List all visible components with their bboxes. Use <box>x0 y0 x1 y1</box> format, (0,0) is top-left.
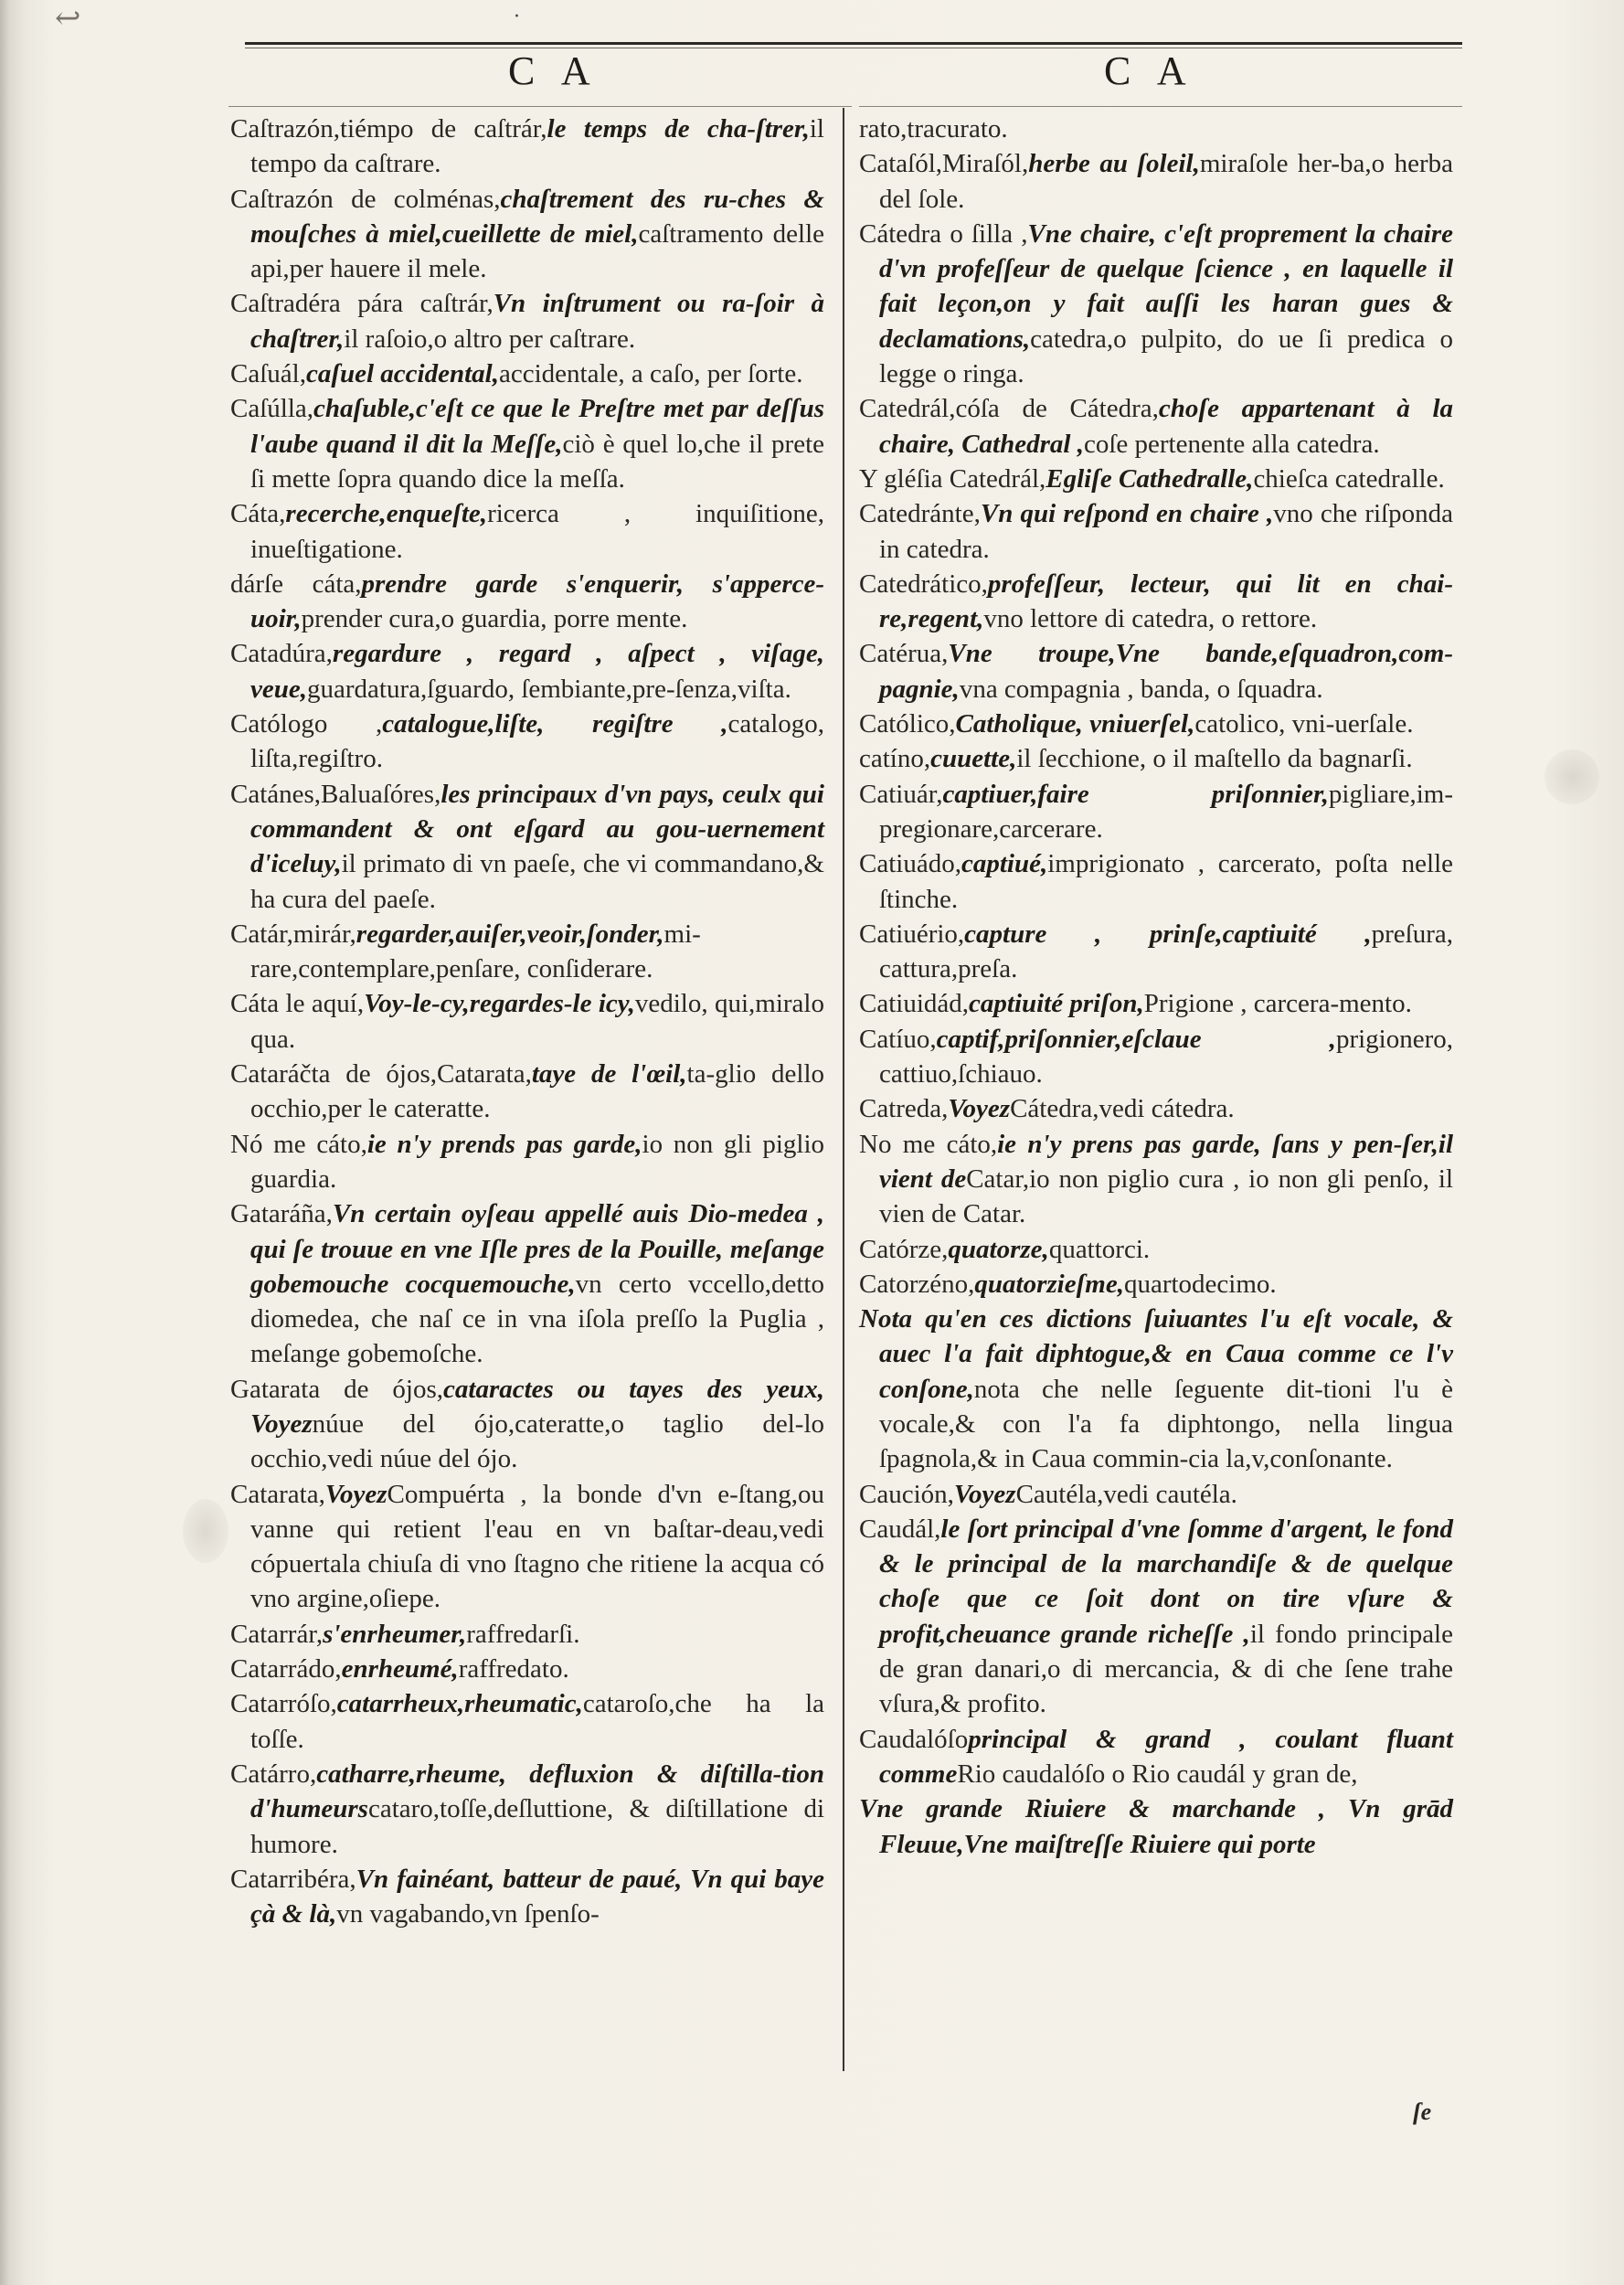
dictionary-entry <box>859 217 1453 391</box>
gloss-italian: il fondo principale de gran danari,o di mercancia, & di che ſene trahe vſura,& profito. <box>879 1619 1453 1719</box>
gloss-italian: Rio caudalóſo o Rio caudál y gran de, <box>957 1759 1358 1789</box>
dictionary-entry <box>859 1091 1453 1126</box>
gloss-french: catalogue,liſte, regiſtre , <box>382 709 728 739</box>
dictionary-entry <box>230 986 824 1057</box>
column-divider <box>843 108 844 2071</box>
gloss-french: enrheumé, <box>341 1654 459 1685</box>
headword-spanish: Catarrár, <box>230 1619 324 1649</box>
dictionary-entry <box>230 917 824 987</box>
gloss-french: Voyez <box>324 1479 387 1509</box>
dictionary-entry <box>230 1196 824 1371</box>
gloss-french: caſuel accidental, <box>305 359 499 389</box>
headword-spanish: Y gléſia Catedrál, <box>859 463 1046 494</box>
gloss-french: principal & grand , coulant fluant comme <box>879 1724 1453 1789</box>
dictionary-entry <box>230 356 824 391</box>
left-column <box>230 112 824 1931</box>
gloss-french: catharre,rheume, defluxion & diſtilla-tion d'humeurs <box>250 1759 824 1824</box>
gloss-italian: guardatura,ſguardo, ſembiante,pre-ſenza,viſta. <box>307 674 791 704</box>
gloss-french: les principaux d'vn pays, ceulx qui commandent & ont eſgard au gou-uernement d'iceluy, <box>250 779 824 879</box>
dictionary-entry <box>230 1686 824 1757</box>
dictionary-entry <box>230 567 824 637</box>
top-dot: · <box>514 5 520 28</box>
gloss-french: recerche,enqueſte, <box>285 499 488 529</box>
running-head-left: C A <box>508 48 600 93</box>
gloss-italian: imprigionato , carcerato, poſta nelle ſtinche. <box>879 849 1453 914</box>
gloss-french: Catholique, vniuerſel, <box>955 709 1195 739</box>
dictionary-entry <box>230 1372 824 1477</box>
headword-spanish: Catérua, <box>859 639 949 669</box>
gloss-italian: mi-rare,contemplare,penſare, conſiderare. <box>250 919 701 984</box>
gloss-italian: vedilo, qui,miralo qua. <box>250 989 824 1054</box>
headword-spanish: Caudál, <box>859 1514 941 1544</box>
headword-spanish: Católogo , <box>230 709 383 739</box>
gloss-italian: accidentale, a caſo, per ſorte. <box>498 359 803 389</box>
gloss-french: ie n'y prens pas garde, ſans y pen-ſer,il vient de <box>879 1129 1453 1194</box>
dictionary-entry <box>230 1127 824 1197</box>
gloss-french: profeſſeur, lecteur, qui lit en chai-re,regent, <box>879 569 1453 634</box>
stain <box>1544 749 1599 804</box>
dictionary-entry <box>230 777 824 917</box>
gloss-french: Vne troupe,Vne bande,eſquadron,com-pagnie, <box>879 639 1453 704</box>
gloss-french: Voyez <box>948 1094 1011 1124</box>
gloss-french: regardure , regard , aſpect , viſage, veue, <box>250 639 824 704</box>
headword-spanish: Cataráčta de ójos,Catarata, <box>230 1059 532 1089</box>
headword-spanish: Cáta le aquí, <box>230 989 365 1019</box>
dictionary-entry <box>859 112 1453 146</box>
headword-spanish: Catorzéno, <box>859 1269 975 1299</box>
gloss-french: Voy-le-cy,regardes-le icy, <box>364 989 635 1019</box>
dictionary-entry <box>859 741 1453 776</box>
gloss-french: Egliſe Cathedralle, <box>1046 463 1254 494</box>
headword-spanish: Cáta, <box>230 499 286 529</box>
running-head-right: C A <box>1104 48 1195 93</box>
gloss-italian: raffredarſi. <box>466 1619 580 1649</box>
dictionary-entry <box>230 1862 824 1932</box>
gloss-italian: vn vagabando,vn ſpenſo- <box>336 1899 600 1929</box>
dictionary-entry <box>859 707 1453 741</box>
stain <box>183 1499 228 1563</box>
gloss-french: quatorzieſme, <box>974 1269 1124 1299</box>
headword-spanish: Catarribéra, <box>230 1864 356 1894</box>
gloss-italian: vno lettore di catedra, o rettore. <box>983 604 1318 634</box>
gloss-italian: catalogo, liſta,regiſtro. <box>250 709 824 774</box>
dictionary-entry <box>859 917 1453 987</box>
headword-spanish: Catedrál,cóſa de Cátedra, <box>859 394 1159 424</box>
headword-spanish: Caſúlla, <box>230 394 314 424</box>
headword-spanish: Caſuál, <box>230 359 306 389</box>
gloss-french: cataractes ou tayes des yeux, Voyez <box>250 1374 824 1439</box>
gloss-italian: rato,tracurato. <box>859 114 1008 143</box>
headword-spanish: Catarróſo, <box>230 1689 337 1719</box>
gloss-french: le temps de cha-ſtrer, <box>547 114 810 143</box>
gloss-italian: vn certo vccello,detto diomedea, che naſ ce in vna iſola preſſo la Puglia , meſange gobemoſche. <box>250 1269 824 1369</box>
gloss-italian: chieſca catedralle. <box>1253 463 1445 494</box>
gloss-italian: núue del ójo,cateratte,o taglio del-lo occhio,vedi núue del ójo. <box>250 1408 824 1474</box>
headword-spanish: No me cáto, <box>859 1129 998 1159</box>
gloss-italian: cataroſo,che ha la toſſe. <box>250 1689 824 1754</box>
dictionary-entry <box>859 391 1453 462</box>
gloss-french: choſe appartenant à la chaire, Cathedral , <box>879 394 1453 459</box>
headword-spanish: Catár,mirár, <box>230 919 356 949</box>
dictionary-entry <box>230 1757 824 1862</box>
dictionary-entry <box>859 777 1453 847</box>
gloss-italian: Prigione , carcera-mento. <box>1143 989 1412 1019</box>
gloss-french: regarder,auiſer,veoir,ſonder, <box>356 919 664 949</box>
header-rule <box>245 42 1462 45</box>
headword-spanish: Caſtrazón de colménas, <box>230 184 501 214</box>
dictionary-entry <box>859 146 1453 217</box>
gloss-italian: prender cura,o guardia, porre mente. <box>301 604 688 634</box>
headword-spanish: Catedrático, <box>859 569 988 599</box>
headword-spanish: Cataſól,Miraſól, <box>859 149 1029 179</box>
gloss-italian: preſura, cattura,preſa. <box>879 919 1453 984</box>
dictionary-entry <box>859 1232 1453 1267</box>
dictionary-entry <box>230 636 824 707</box>
headword-spanish: catíno, <box>859 744 931 774</box>
gloss-french: Vne grande Riuiere & marchande , Vn grād Fleuue,Vne maiſtreſſe Riuiere qui porte <box>859 1794 1453 1859</box>
dictionary-entry <box>859 986 1453 1021</box>
gloss-italian: vno che riſponda in catedra. <box>879 499 1453 564</box>
headword-spanish: Caſtradéra pára caſtrár, <box>230 289 494 319</box>
headword-spanish: Catárro, <box>230 1759 317 1789</box>
gloss-french: Nota qu'en ces dictions ſuiuantes l'u eſt vocale, & auec l'a fait diphtogue,& en Caua comme ce l'v conſone, <box>859 1304 1453 1404</box>
gloss-french: capture , prinſe,captiuité , <box>964 919 1372 949</box>
gloss-italian: miraſole her-ba,o herba del ſole. <box>879 149 1453 214</box>
headword-spanish: Caución, <box>859 1479 954 1509</box>
gloss-italian: nota che nelle ſeguente dit-tioni l'u è vocale,& con l'a fa diphtongo, nella lingua ſpagnola,& in Caua commin-cia la,v,conſonante. <box>879 1374 1453 1474</box>
gloss-italian: quartodecimo. <box>1123 1269 1277 1299</box>
headword-spanish: Catedránte, <box>859 499 981 529</box>
gloss-italian: io non gli piglio guardia. <box>250 1129 825 1194</box>
dictionary-entry <box>859 636 1453 707</box>
dictionary-entry <box>230 1652 824 1686</box>
dictionary-entry <box>230 1617 824 1652</box>
headword-spanish: Catíuo, <box>859 1024 937 1054</box>
headword-spanish: Catadúra, <box>230 639 333 669</box>
dictionary-entry <box>230 496 824 567</box>
top-corner-mark: ↩ <box>55 0 81 37</box>
gloss-french: captiué, <box>961 849 1048 879</box>
gloss-italian: ta-glio dello occhio,per le cateratte. <box>250 1059 825 1124</box>
gloss-italian: ricerca , inquiſitione, inueſtigatione. <box>250 499 824 564</box>
headword-spanish: Católico, <box>859 709 956 739</box>
right-column <box>859 112 1453 1862</box>
dictionary-entry <box>859 1022 1453 1092</box>
dictionary-entry <box>230 182 824 287</box>
gloss-italian: prigionero, cattiuo,ſchiauo. <box>879 1024 1453 1089</box>
catchword: ſe <box>1413 2099 1432 2125</box>
headword-spanish: Caſtrazón,tiémpo de caſtrár, <box>230 114 547 143</box>
dictionary-entry <box>859 1267 1453 1302</box>
headword-spanish: Nó me cáto, <box>230 1129 367 1159</box>
headword-spanish: Catreda, <box>859 1094 949 1124</box>
dictionary-entry <box>230 1477 824 1617</box>
gloss-italian: Compuérta , la bonde d'vn e-ſtang,ou vanne qui retient l'eau en vn baſtar-deau,vedi cópuertala chiuſa di vno ſtagno che ritiene la acqua có vno argine,oſiepe. <box>250 1479 824 1614</box>
headword-spanish: Catiuár, <box>859 779 943 809</box>
dictionary-entry <box>859 462 1453 496</box>
gloss-italian: cataro,toſſe,deſluttione, & diſtillatione di humore. <box>250 1794 824 1859</box>
headword-spanish: Catiuério, <box>859 919 965 949</box>
gloss-french: chaſtrement des ru-ches & mouſches à miel,cueillette de miel, <box>250 184 824 249</box>
gloss-french: quatorze, <box>948 1234 1049 1264</box>
gloss-french: Vn qui reſpond en chaire , <box>980 499 1274 529</box>
gloss-italian: caſtramento delle api,per hauere il mele. <box>250 218 824 284</box>
headword-spanish: Catánes,Baluaſóres, <box>230 779 441 809</box>
dictionary-entry <box>859 1512 1453 1722</box>
gloss-italian: coſe pertenente alla catedra. <box>1083 429 1380 459</box>
gloss-italian: quattorci. <box>1048 1234 1151 1264</box>
gloss-french: le ſort principal d'vne ſomme d'argent, le fond & le principal de la marchandiſe & de quelque choſe que ce ſoit dont on tire vſure & profit,cheuance grande richeſſe , <box>879 1514 1453 1649</box>
gloss-french: Vn inſtrument ou ra-ſoir à chaſtrer, <box>250 289 824 354</box>
dictionary-entry <box>859 846 1453 917</box>
dictionary-entry <box>859 1127 1453 1232</box>
gloss-french: herbe au ſoleil, <box>1028 149 1200 179</box>
headword-spanish: Gataráña, <box>230 1199 333 1229</box>
gloss-french: catarrheux,rheumatic, <box>336 1689 583 1719</box>
gloss-french: captif,priſonnier,eſclaue , <box>936 1024 1336 1054</box>
dictionary-entry <box>859 1477 1453 1512</box>
gloss-italian: il raſoio,o altro per caſtrare. <box>344 324 636 354</box>
gloss-french: Vn certain oyſeau appellé auis Dio-medea , qui ſe trouue en vne Iſle pres de la Pouille, meſange gobemouche cocquemouche, <box>250 1199 824 1299</box>
headword-spanish: Cátedra o ſilla , <box>859 218 1028 249</box>
gloss-french: prendre garde s'enquerir, s'apperce-uoir, <box>250 569 825 634</box>
gloss-italian: Cátedra,vedi cátedra. <box>1010 1094 1235 1124</box>
gloss-french: Voyez <box>953 1479 1016 1509</box>
dictionary-entry <box>859 567 1453 637</box>
headword-spanish: dárſe cáta, <box>230 569 362 599</box>
gloss-italian: catedra,o pulpito, do ue ſi predica o legge o ringa. <box>879 324 1453 389</box>
dictionary-entry <box>230 112 824 182</box>
right-header-underline <box>859 106 1462 107</box>
dictionary-entry <box>230 1057 824 1127</box>
gloss-italian: il ſecchione, o il maſtello da bagnarſi. <box>1016 744 1413 774</box>
gloss-italian: il tempo da caſtrare. <box>250 114 824 179</box>
headword-spanish: Caudalóſo <box>859 1724 969 1754</box>
left-header-underline <box>228 106 852 107</box>
headword-spanish: Catiuidád, <box>859 989 970 1019</box>
dictionary-entry <box>230 707 824 777</box>
gloss-french: Vne chaire, c'eſt proprement la chaire d'vn profeſſeur de quelque ſcience , en laquelle il fait leçon,on y fait auſſi les haran gues & declamations, <box>879 218 1453 354</box>
gloss-italian: catolico, vni-uerſale. <box>1194 709 1414 739</box>
headword-spanish: Catarata, <box>230 1479 325 1509</box>
gloss-italian: Cautéla,vedi cautéla. <box>1015 1479 1237 1509</box>
gloss-italian: raffredato. <box>458 1654 569 1685</box>
gloss-italian: vna compagnia , banda, o ſquadra. <box>959 674 1323 704</box>
gloss-french: Vn fainéant, batteur de paué, Vn qui baye çà & là, <box>250 1864 824 1929</box>
gloss-french: taye de l'œil, <box>531 1059 687 1089</box>
headword-spanish: Catarrádo, <box>230 1654 342 1685</box>
dictionary-entry <box>859 1791 1453 1862</box>
dictionary-entry <box>859 496 1453 567</box>
headword-spanish: Gatarata de ójos, <box>230 1374 444 1404</box>
dictionary-entry <box>230 286 824 356</box>
gloss-italian: il primato di vn paeſe, che vi commandano,& ha cura del paeſe. <box>250 849 824 914</box>
gloss-french: chaſuble,c'eſt ce que le Preſtre met par deſſus l'aube quand il dit la Meſſe, <box>250 394 824 459</box>
headword-spanish: Catiuádo, <box>859 849 961 879</box>
gloss-french: ie n'y prends pas garde, <box>366 1129 642 1159</box>
gloss-italian: Catar,io non piglio cura , io non gli penſo, il vien de Catar. <box>879 1164 1454 1229</box>
gloss-french: captiuité priſon, <box>969 989 1144 1019</box>
gloss-french: captiuer,faire priſonnier, <box>942 779 1329 809</box>
headword-spanish: Catórze, <box>859 1234 949 1264</box>
gloss-french: s'enrheumer, <box>323 1619 467 1649</box>
dictionary-entry <box>859 1302 1453 1476</box>
gloss-italian: pigliare,im-pregionare,carcerare. <box>879 779 1453 844</box>
dictionary-entry <box>859 1722 1453 1792</box>
dictionary-entry <box>230 391 824 496</box>
gloss-italian: ciò è quel lo,che il prete ſi mette ſopra quando dice la meſſa. <box>250 429 824 494</box>
gloss-french: cuuette, <box>930 744 1017 774</box>
